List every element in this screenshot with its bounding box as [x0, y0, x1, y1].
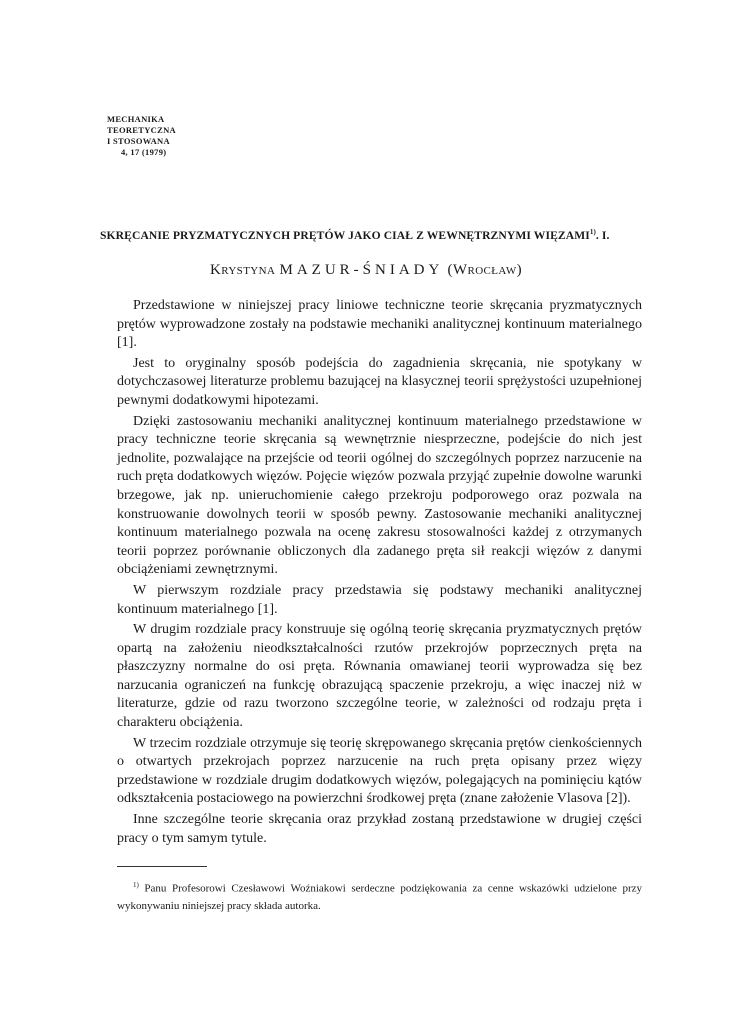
author-affiliation: (Wrocław)	[447, 262, 523, 278]
paper-body	[117, 297, 642, 850]
paragraph: W drugim rozdziale pracy konstruuje się ogólną teorię skręcania pryzmatycznych prętów opartą na założeniu nieodkształcalności rzutów przekrojów poprzecznych pręta na płaszczyzny normalne do osi pręta. Równania omawianej teorii wyprowadza się bez narzucania ograniczeń na funkcję obrazującą spaczenie przekroju, a więc inaczej niż w literaturze, gdzie od razu tworzono szczególne teorie, w zależności od rodzaju pręta i charakteru obciążenia.	[117, 622, 642, 731]
paragraph: Dzięki zastosowaniu mechaniki analitycznej kontinuum materialnego przedstawione w pracy techniczne teorie skręcania są wewnętrznie niesprzeczne, podejście do nich jest jednolite, pozwalające na przejście od teorii ogólnej do szczególnych poprzez narzucenie na ruch pręta dodatkowych więzów. Pojęcie więzów pozwala przyjąć zupełnie dowolne warunki brzegowe, jak np. unieruchomienie całego przekroju podporowego oraz pozwala na konstruowanie dowolnych teorii w sposób pewny. Zastosowanie mechaniki analitycznej kontinuum materialnego pozwala na ocenę zakresu stosowalności każdej z otrzymanych teorii poprzez porównanie obliczonych dla zadanego pręta sił reakcji więzów z danymi obciążeniami zewnętrznymi.	[117, 413, 642, 578]
footnote	[117, 877, 642, 915]
paragraph: W pierwszym rozdziale pracy przedstawia się podstawy mechaniki analitycznej kontinuum materialnego [1].	[117, 582, 642, 617]
paragraph: Przedstawione w niniejszej pracy liniowe techniczne teorie skręcania pryzmatycznych prętów wyprowadzone zostały na podstawie mechaniki analitycznej kontinuum materialnego [1].	[117, 298, 642, 351]
journal-header	[107, 114, 176, 158]
journal-name-line2: TEORETYCZNA	[107, 125, 176, 135]
paper-title-text: SKRĘCANIE PRYZMATYCZNYCH PRĘTÓW JAKO CIAŁ Z WEWNĘTRZNYMI WIĘZAMI	[100, 228, 590, 242]
paragraph: Jest to oryginalny sposób podejścia do zagadnienia skręcania, nie spotykany w dotychczasowej literaturze problemu bazującej na klasycznej teorii sprężystości uzupełnionej pewnymi dodatkowymi hipotezami.	[117, 355, 642, 408]
author-first-name: Krystyna	[209, 262, 276, 278]
paper-title	[100, 228, 660, 242]
title-footnote-mark: 1)	[589, 228, 596, 236]
footnote-divider	[117, 866, 207, 867]
author-last-name: MAZUR-ŚNIADY	[279, 262, 444, 278]
journal-name-line3: I STOSOWANA	[107, 136, 170, 146]
footnote-text: Panu Profesorowi Czesławowi Woźniakowi serdeczne podziękowania za cenne wskazówki udzielone przy wykonywaniu niniejszej pracy składa autorka.	[117, 882, 642, 912]
author-line	[0, 262, 732, 279]
journal-volume: 4, 17 (1979)	[121, 147, 167, 157]
paragraph: Inne szczególne teorie skręcania oraz przykład zostaną przedstawione w drugiej części pracy o tym samym tytule.	[117, 812, 642, 846]
paper-title-part: . I.	[595, 228, 610, 242]
footnote-mark: 1)	[133, 881, 139, 889]
paragraph: W trzecim rozdziale otrzymuje się teorię skrępowanego skręcania prętów cienkościennych o otwartych przekrojach poprzez narzucenie na ruch pręta opisany przez więzy przedstawione w rozdziale drugim dodatkowych więzów, polegających na pominięciu kątów odkształcenia postaciowego na powierzchni środkowej pręta (znane założenie Vlasova [2]).	[117, 735, 642, 807]
journal-name-line1: MECHANIKA	[107, 114, 165, 124]
